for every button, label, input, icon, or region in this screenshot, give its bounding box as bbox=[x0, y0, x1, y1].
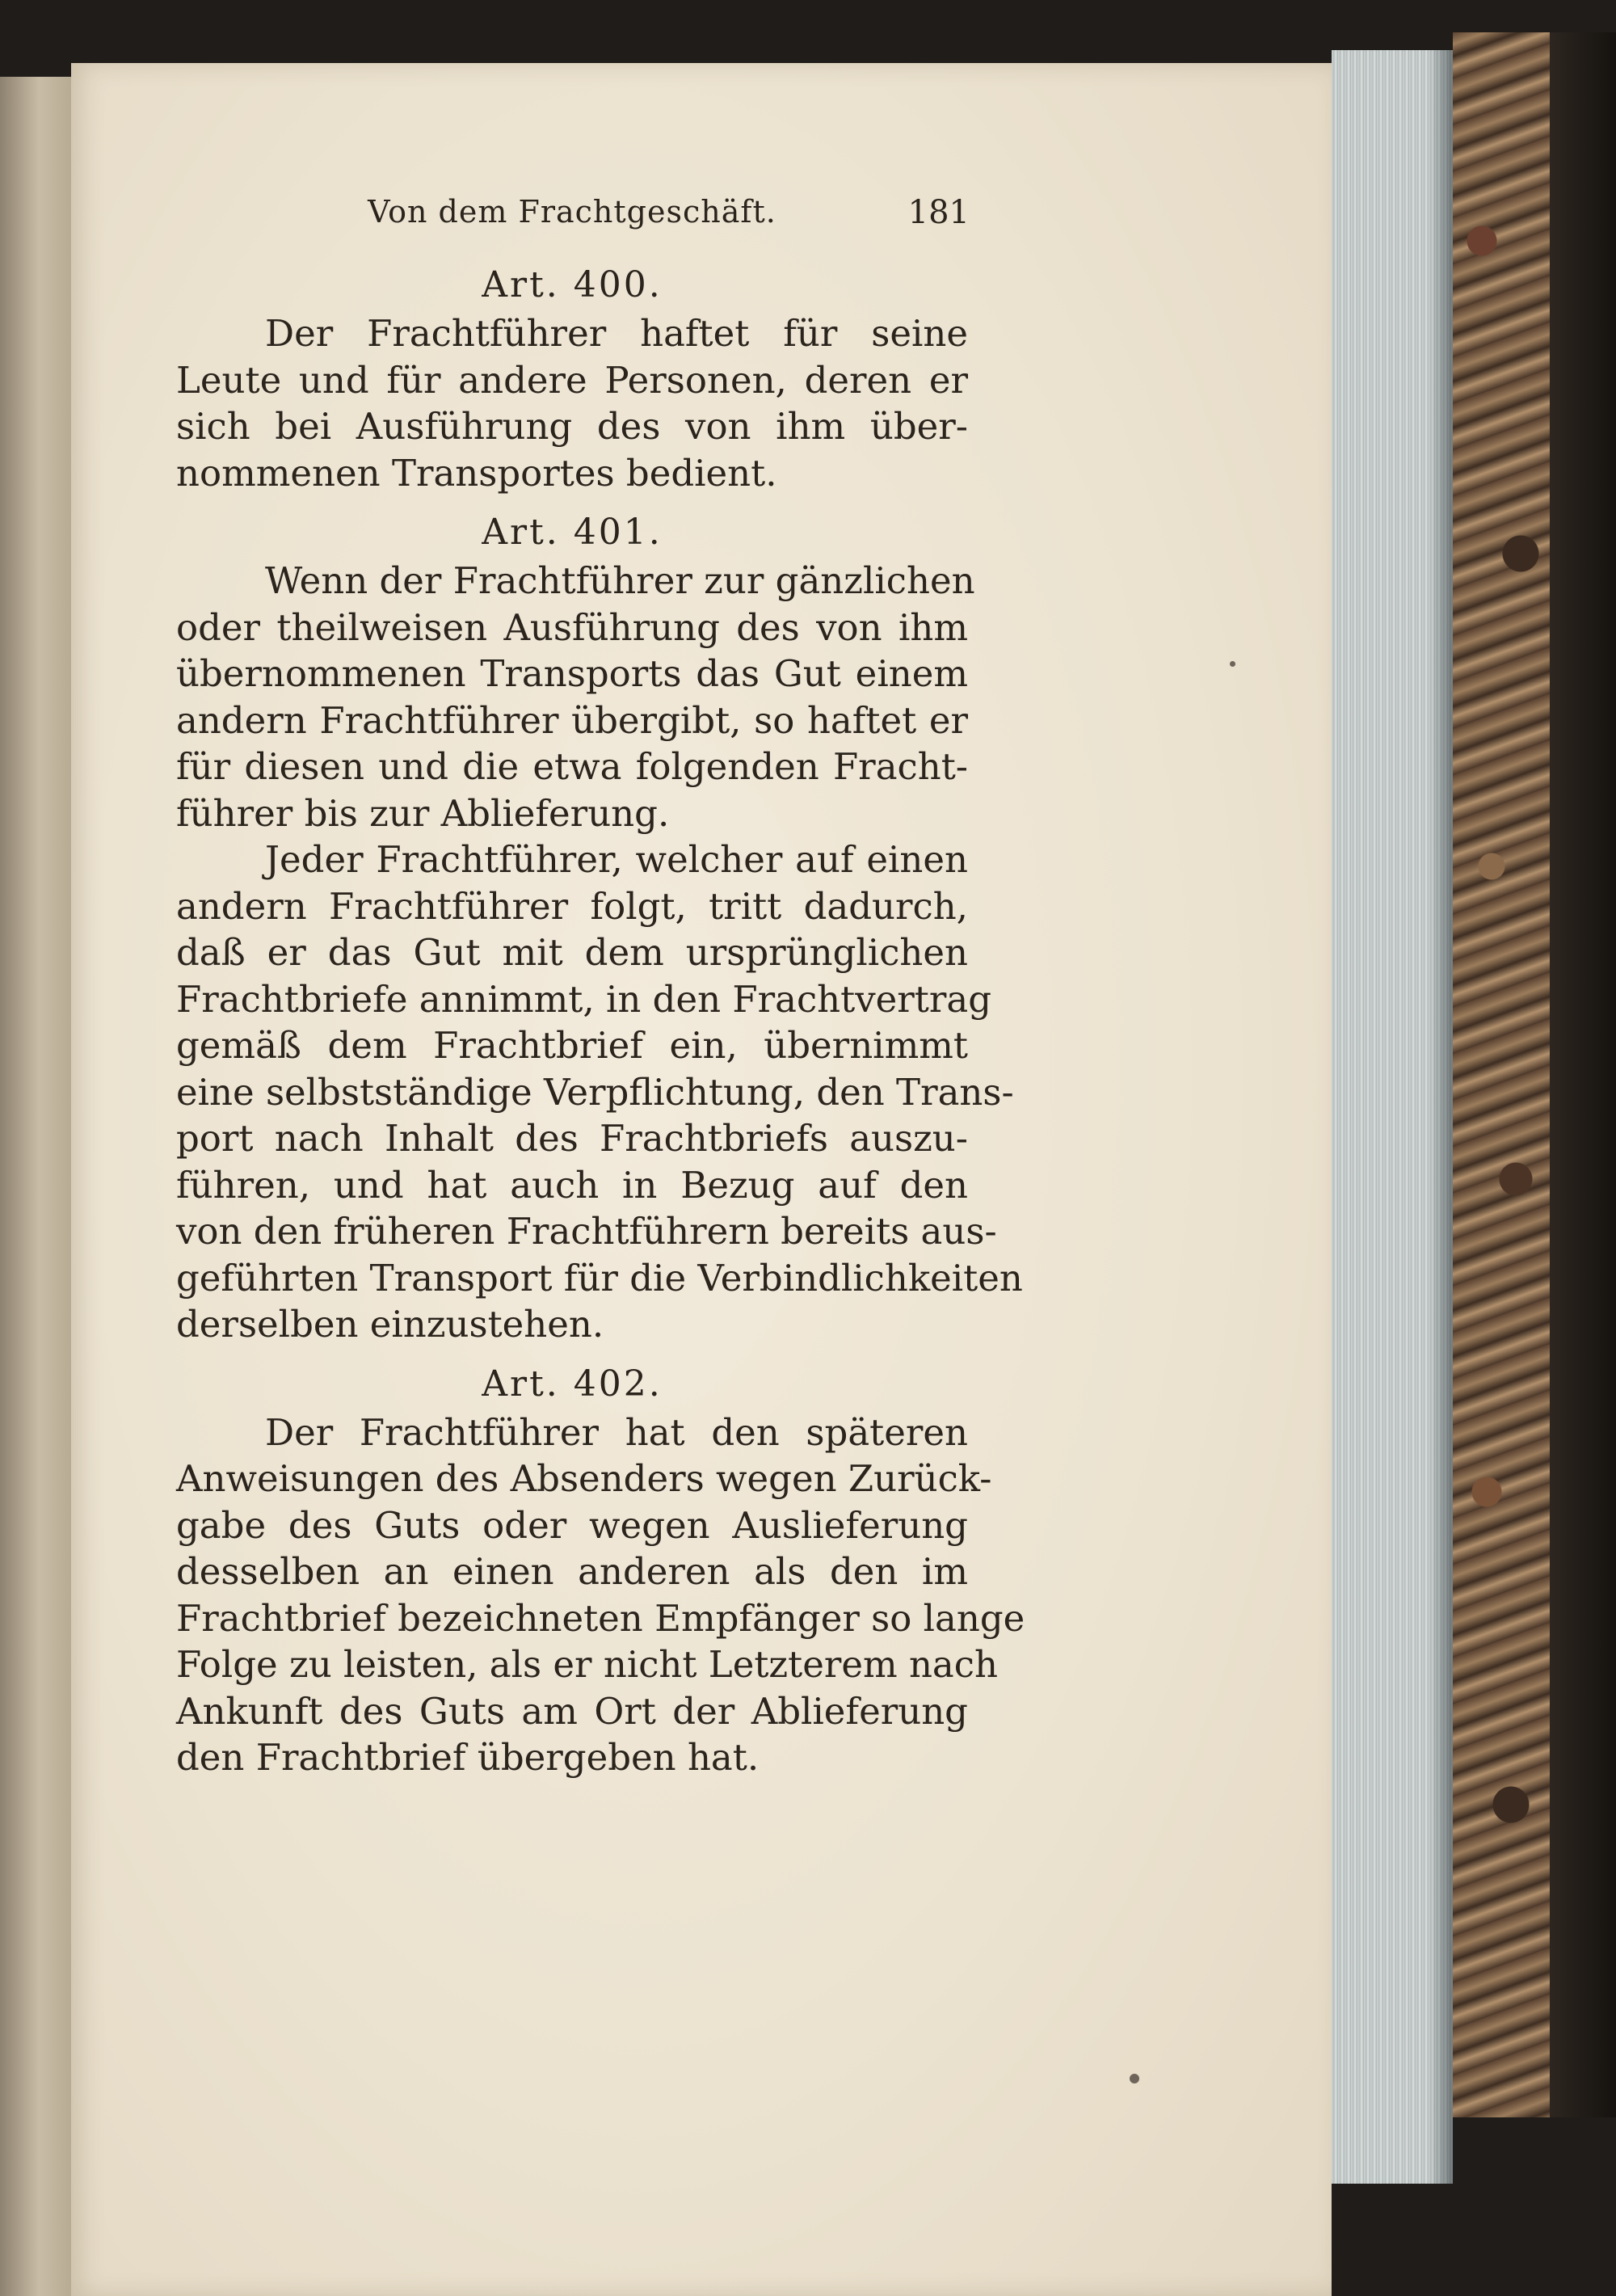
text-line: Folge zu leisten, als er nicht Letzterem nach bbox=[176, 1643, 998, 1686]
paragraph bbox=[176, 558, 975, 836]
text-line: Frachtbrief bezeichneten Empfänger so lange bbox=[176, 1596, 1025, 1640]
text-line: übernommenen Transports das Gut einem bbox=[176, 652, 968, 695]
text-block bbox=[176, 194, 1025, 1781]
text-line: Ankunft des Guts am Ort der Ablieferung bbox=[176, 1689, 968, 1733]
text-line: für diesen und die etwa folgenden Fracht- bbox=[176, 745, 968, 788]
text-line: andern Frachtführer folgt, tritt dadurch, bbox=[176, 884, 968, 928]
text-line: desselben an einen anderen als den im bbox=[176, 1550, 968, 1593]
article-heading: Art. 402. bbox=[482, 1363, 663, 1405]
text-line: gabe des Guts oder wegen Auslieferung bbox=[176, 1503, 968, 1547]
text-line: derselben einzustehen. bbox=[176, 1303, 604, 1346]
text-line: gemäß dem Frachtbrief ein, übernimmt bbox=[176, 1024, 968, 1067]
text-line: oder theilweisen Ausführung des von ihm bbox=[176, 605, 968, 649]
text-line: eine selbstständige Verpflichtung, den Trans- bbox=[176, 1070, 1014, 1114]
text-line: Frachtbriefe annimmt, in den Frachtvertrag bbox=[176, 977, 992, 1021]
text-line: von den früheren Frachtführern bereits aus- bbox=[176, 1210, 997, 1253]
running-head-title: Von dem Frachtgeschäft. bbox=[368, 194, 776, 230]
text-line: führer bis zur Ablieferung. bbox=[176, 791, 670, 835]
cover-edge bbox=[1550, 32, 1616, 2117]
text-line: Der Frachtführer haftet für seine bbox=[265, 312, 968, 355]
text-line: andern Frachtführer übergibt, so haftet er bbox=[176, 698, 968, 742]
paper-spot bbox=[1230, 661, 1235, 667]
article-heading: Art. 401. bbox=[482, 512, 663, 553]
text-line: Wenn der Frachtführer zur gänzlichen bbox=[265, 559, 975, 602]
previous-page-edge bbox=[0, 77, 71, 2296]
marbled-cover bbox=[1453, 32, 1550, 2117]
running-head bbox=[176, 194, 968, 251]
page-block-edges bbox=[1332, 50, 1453, 2184]
text-line: Anweisungen des Absenders wegen Zurück- bbox=[176, 1457, 992, 1500]
text-line: nommenen Transportes bedient. bbox=[176, 451, 777, 495]
paragraph bbox=[176, 836, 1023, 1348]
text-line: geführten Transport für die Verbindlichkeiten bbox=[176, 1256, 1023, 1300]
paragraph bbox=[176, 310, 968, 496]
text-line: den Frachtbrief übergeben hat. bbox=[176, 1736, 760, 1779]
text-line: Leute und für andere Personen, deren er bbox=[176, 358, 968, 402]
text-line: daß er das Gut mit dem ursprünglichen bbox=[176, 931, 968, 974]
text-line: Der Frachtführer hat den späteren bbox=[265, 1410, 968, 1454]
page-number: 181 bbox=[907, 194, 970, 231]
text-line: führen, und hat auch in Bezug auf den bbox=[176, 1163, 968, 1207]
text-line: Jeder Frachtführer, welcher auf einen bbox=[265, 838, 968, 881]
article-heading: Art. 400. bbox=[482, 264, 663, 305]
paragraph bbox=[176, 1409, 1025, 1781]
paper-spot bbox=[1130, 2074, 1139, 2083]
text-line: sich bei Ausführung des von ihm über- bbox=[176, 405, 968, 448]
text-line: port nach Inhalt des Frachtbriefs auszu- bbox=[176, 1117, 968, 1160]
